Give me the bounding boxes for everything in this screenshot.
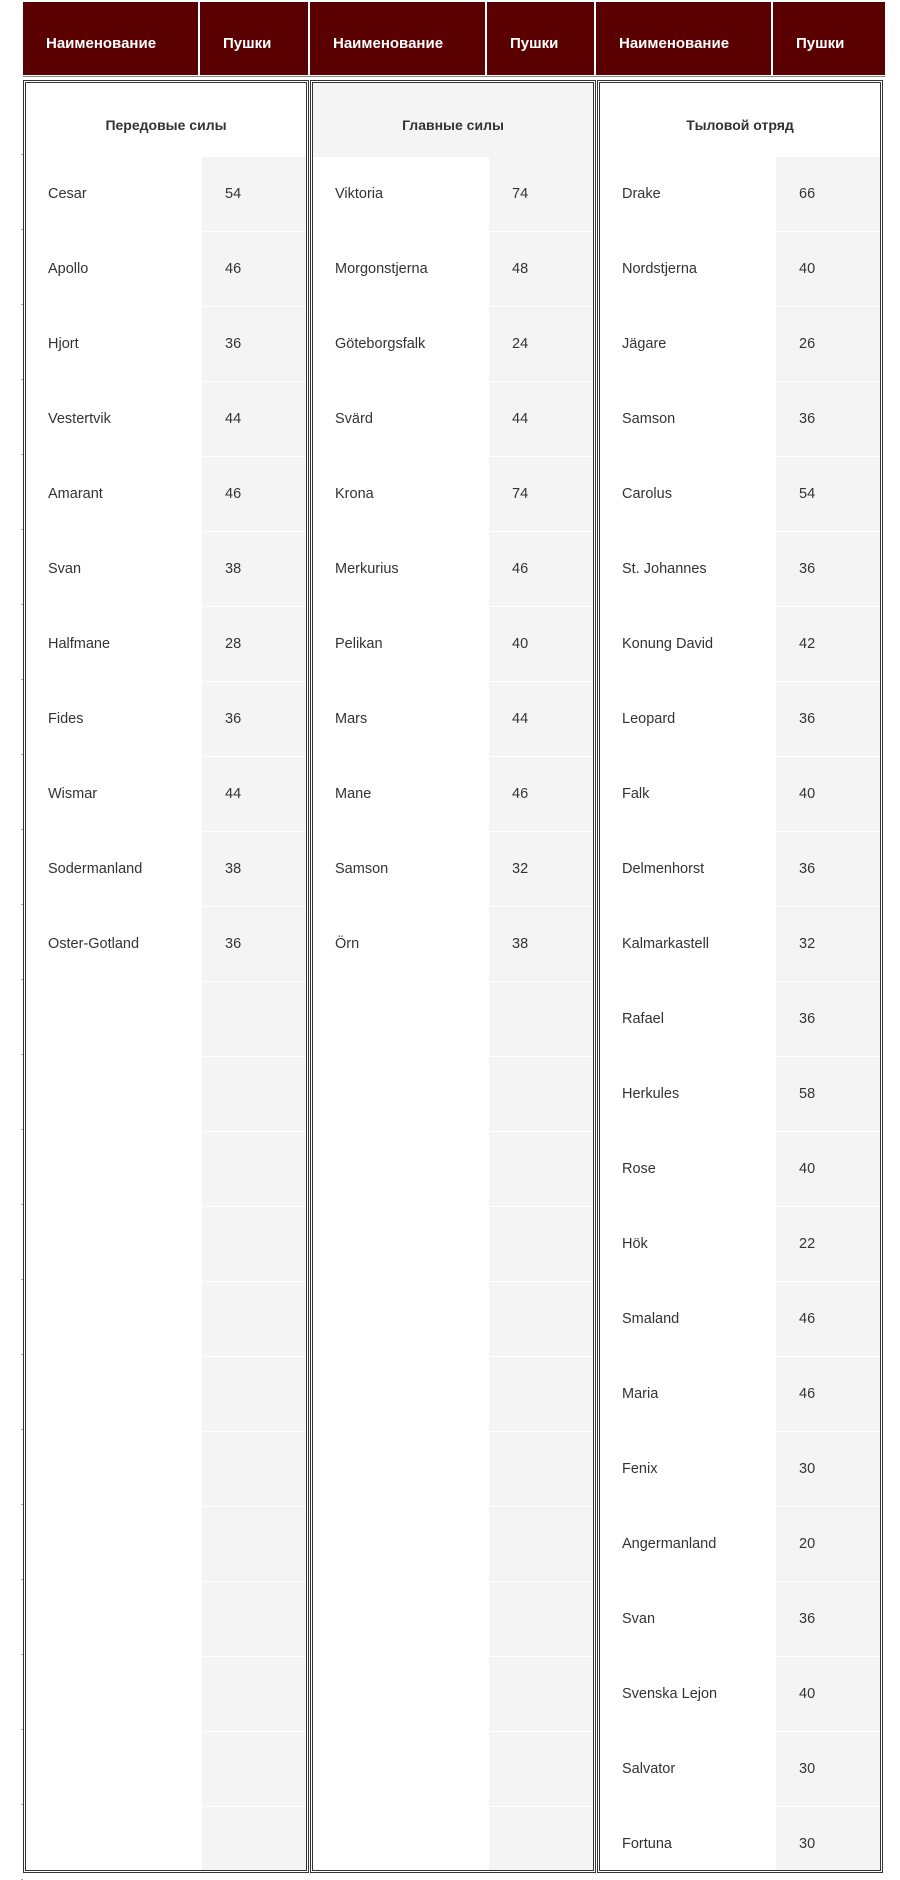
ship-name [26,1432,201,1506]
header-name-3: Наименование [619,35,730,52]
ship-guns [489,1582,593,1656]
ship-name: Amarant [48,486,103,502]
row-tick [21,1054,23,1055]
ship-name: Hök [622,1236,648,1252]
ship-name [313,1732,488,1806]
ship-guns: 22 [776,1207,880,1281]
table-row [600,982,880,1057]
ship-name: Fenix [622,1461,658,1477]
table-row [313,1732,593,1807]
ship-name [313,1507,488,1581]
ship-guns [489,982,593,1056]
ship-guns [489,1057,593,1131]
ship-guns: 30 [776,1432,880,1506]
table-row [600,1207,880,1282]
ship-guns: 26 [776,307,880,381]
table-row [313,1057,593,1132]
ship-name: Vestertvik [48,411,111,427]
ship-name: Fortuna [622,1836,672,1852]
table-row [26,1507,306,1582]
table-header [23,2,885,75]
ship-name [313,1282,488,1356]
table-row [600,1732,880,1807]
row-tick [21,1129,23,1130]
ship-guns [202,1507,306,1581]
table-row [600,757,880,832]
ship-name [26,1657,201,1731]
ship-guns: 36 [202,682,306,756]
row-tick [21,1354,23,1355]
ship-guns: 36 [776,682,880,756]
ship-guns: 54 [776,457,880,531]
ship-name: Salvator [622,1761,676,1777]
ship-guns: 48 [489,232,593,306]
table-row [26,1057,306,1132]
ship-name: Mars [335,711,368,727]
row-tick [21,1504,23,1505]
ship-name: Viktoria [335,186,384,202]
ship-name: Wismar [48,786,98,802]
ship-name: Apollo [48,261,89,277]
table-row [600,532,880,607]
row-tick [21,379,23,380]
row-tick [21,754,23,755]
row-tick [21,1429,23,1430]
ship-guns: 38 [489,907,593,981]
ship-name: Herkules [622,1086,680,1102]
ship-name: Cesar [48,186,87,202]
row-tick [21,604,23,605]
ship-guns: 46 [776,1357,880,1431]
ship-guns: 38 [202,832,306,906]
header-name-2: Наименование [333,35,444,52]
row-tick [21,829,23,830]
ship-name: Maria [622,1386,659,1402]
ship-guns: 32 [489,832,593,906]
table-row [26,907,306,982]
table-row [313,1282,593,1357]
ship-guns: 36 [202,907,306,981]
table-row [313,757,593,832]
ship-name [26,1057,201,1131]
ship-name [313,982,488,1056]
table-row [26,232,306,307]
ship-name: Krona [335,486,374,502]
ship-guns [489,1207,593,1281]
ship-guns: 30 [776,1807,880,1871]
group-title: Главные силы [313,83,593,157]
table-row [600,682,880,757]
row-tick [21,304,23,305]
ship-name [313,1057,488,1131]
ship-guns: 46 [202,232,306,306]
ship-name: Svenska Lejon [622,1686,718,1702]
ship-name [313,1207,488,1281]
ship-guns: 46 [489,757,593,831]
ship-guns [489,1732,593,1806]
table-row [26,982,306,1057]
table-row [26,382,306,457]
table-row [313,682,593,757]
ship-guns [489,1507,593,1581]
ship-name: Sodermanland [48,861,143,877]
ship-guns: 36 [776,982,880,1056]
ship-guns: 66 [776,157,880,231]
ship-guns: 74 [489,157,593,231]
ship-name: Leopard [622,711,676,727]
table-row [26,607,306,682]
row-tick [21,529,23,530]
table-row [600,907,880,982]
ship-guns: 40 [776,757,880,831]
ship-name: Angermanland [622,1536,717,1552]
table-row [26,1807,306,1871]
row-tick [21,454,23,455]
ship-name [313,1807,488,1871]
ship-guns: 36 [776,382,880,456]
ship-name: Svan [622,1611,656,1627]
row-tick [21,1804,23,1805]
ship-name: Kalmarkastell [622,936,710,952]
ship-name: Jägare [622,336,667,352]
ship-guns: 58 [776,1057,880,1131]
ship-name [26,1507,201,1581]
ship-name [313,1132,488,1206]
table-row [313,232,593,307]
ship-guns: 38 [202,532,306,606]
table-row [313,1507,593,1582]
table-row [313,532,593,607]
ship-name: Rafael [622,1011,664,1027]
table-row [313,1807,593,1871]
row-tick [21,154,23,155]
ship-guns: 36 [776,832,880,906]
ship-guns [489,1432,593,1506]
ship-guns: 54 [202,157,306,231]
ship-name: Hjort [48,336,79,352]
ship-guns [202,1207,306,1281]
table-row [600,1432,880,1507]
table-row [600,1582,880,1657]
ship-name [26,1732,201,1806]
group-main-force [310,80,596,1873]
table-row [26,457,306,532]
ship-guns [202,1732,306,1806]
table-row [26,682,306,757]
table-row [313,1357,593,1432]
row-tick [21,1579,23,1580]
ship-guns: 74 [489,457,593,531]
table-row [26,832,306,907]
table-row [26,307,306,382]
ship-guns: 36 [202,307,306,381]
row-tick [21,1654,23,1655]
ship-guns: 44 [202,382,306,456]
ship-name: Samson [622,411,676,427]
header-guns-3: Пушки [796,35,845,52]
ship-name: Fides [48,711,84,727]
ship-guns [202,1357,306,1431]
table-row [26,1732,306,1807]
row-tick [21,904,23,905]
ship-guns: 28 [202,607,306,681]
row-tick [21,1729,23,1730]
ship-guns [202,1282,306,1356]
ship-name [313,1657,488,1731]
table-row [313,832,593,907]
ship-name [26,1132,201,1206]
table-row [26,1357,306,1432]
table-row [26,1282,306,1357]
table-row [600,832,880,907]
ship-guns [202,982,306,1056]
table-row [26,1582,306,1657]
ship-name: Oster-Gotland [48,936,140,952]
ship-name [26,1807,201,1871]
table-row [26,757,306,832]
ship-guns [202,1657,306,1731]
table-row [600,1132,880,1207]
ship-name [26,1282,201,1356]
group-title: Передовые силы [26,83,306,157]
fleet-table [23,2,885,1875]
ship-guns [489,1357,593,1431]
ship-guns [489,1807,593,1871]
table-row [600,1807,880,1871]
ship-guns: 30 [776,1732,880,1806]
table-row [600,1282,880,1357]
table-row [313,1132,593,1207]
table-row [26,532,306,607]
ship-guns: 40 [776,1657,880,1731]
header-guns-1: Пушки [223,35,272,52]
table-row [26,1207,306,1282]
table-row [313,1657,593,1732]
table-row [313,907,593,982]
ship-guns: 36 [776,1582,880,1656]
group-rearguard [597,80,883,1873]
ship-name: Drake [622,186,661,202]
ship-name [313,1432,488,1506]
table-row [313,157,593,232]
ship-guns: 46 [489,532,593,606]
table-row [600,1357,880,1432]
ship-guns: 46 [202,457,306,531]
ship-guns [489,1132,593,1206]
ship-guns: 36 [776,532,880,606]
ship-guns [489,1657,593,1731]
ship-name: Carolus [622,486,672,502]
ship-name: Svan [48,561,82,577]
ship-name: Falk [622,786,650,802]
ship-name [26,982,201,1056]
ship-name: Svärd [335,411,373,427]
ship-guns: 44 [489,382,593,456]
table-row [26,1657,306,1732]
ship-name: Nordstjerna [622,261,697,277]
group-title: Тыловой отряд [600,83,880,157]
table-row [313,1432,593,1507]
ship-name: Delmenhorst [622,861,705,877]
ship-name: Göteborgsfalk [335,336,426,352]
ship-name: Pelikan [335,636,383,652]
ship-name: Konung David [622,636,714,652]
row-tick [21,679,23,680]
ship-name: Halfmane [48,636,111,652]
ship-name: Merkurius [335,561,399,577]
table-row [313,382,593,457]
table-row [600,1657,880,1732]
ship-guns: 40 [776,232,880,306]
header-name-1: Наименование [46,35,157,52]
ship-guns [202,1132,306,1206]
ship-name: Rose [622,1161,656,1177]
ship-name: Morgonstjerna [335,261,428,277]
ship-name: Mane [335,786,372,802]
row-tick [21,1204,23,1205]
table-row [313,607,593,682]
ship-name [26,1207,201,1281]
ship-name [26,1582,201,1656]
table-row [26,1432,306,1507]
table-row [600,157,880,232]
ship-name: Smaland [622,1311,680,1327]
ship-name: St. Johannes [622,561,707,577]
table-row [26,1132,306,1207]
table-row [313,1207,593,1282]
ship-name: Örn [335,936,360,952]
ship-guns [202,1807,306,1871]
table-row [600,1057,880,1132]
table-row [600,457,880,532]
ship-guns [202,1432,306,1506]
table-row [313,982,593,1057]
ship-guns [202,1057,306,1131]
ship-guns [489,1282,593,1356]
group-vanguard [23,80,309,1873]
row-tick [21,229,23,230]
ship-name [313,1582,488,1656]
ship-guns: 40 [776,1132,880,1206]
table-row [313,307,593,382]
header-guns-2: Пушки [510,35,559,52]
ship-name: Samson [335,861,389,877]
ship-name [26,1357,201,1431]
table-row [600,607,880,682]
row-tick [21,979,23,980]
header-rule [23,76,885,77]
table-row [600,232,880,307]
ship-guns [202,1582,306,1656]
ship-name [313,1357,488,1431]
ship-guns: 44 [489,682,593,756]
ship-guns: 44 [202,757,306,831]
ship-guns: 40 [489,607,593,681]
ship-guns: 20 [776,1507,880,1581]
table-row [26,157,306,232]
table-row [600,1507,880,1582]
table-row [313,457,593,532]
table-row [600,307,880,382]
ship-guns: 24 [489,307,593,381]
row-tick [21,1279,23,1280]
ship-guns: 42 [776,607,880,681]
ship-guns: 32 [776,907,880,981]
ship-guns: 46 [776,1282,880,1356]
table-row [313,1582,593,1657]
table-row [600,382,880,457]
